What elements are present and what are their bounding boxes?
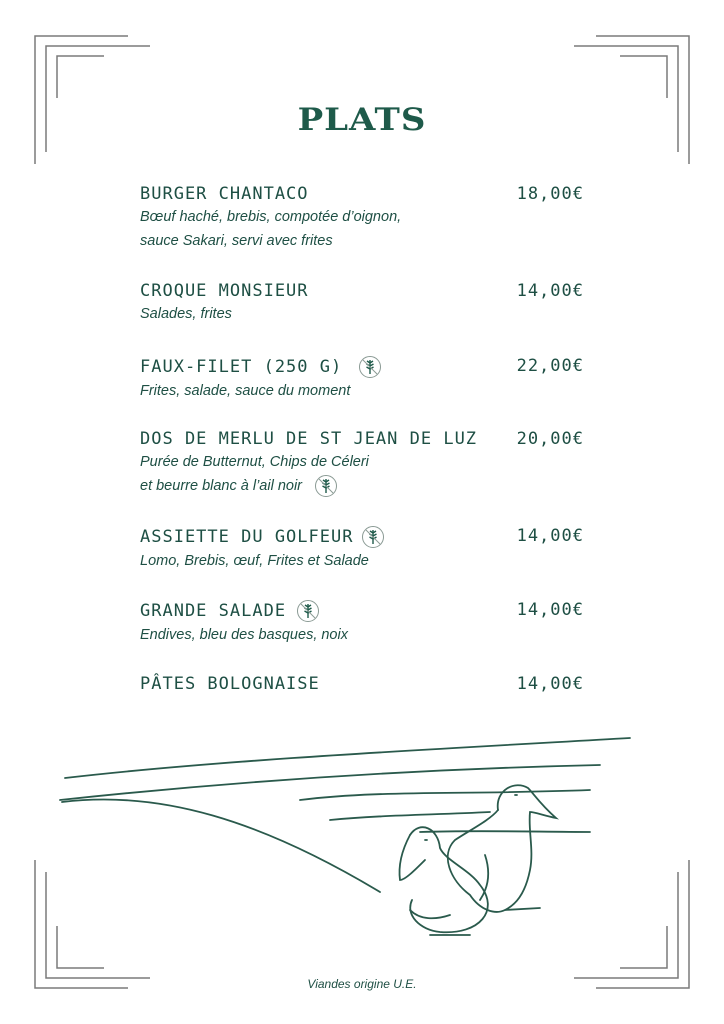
item-name: PÂTES BOLOGNAISE xyxy=(140,674,320,694)
gluten-free-icon xyxy=(314,474,338,498)
item-description: Salades, frites xyxy=(140,306,232,322)
item-description-row xyxy=(140,474,584,498)
item-name: ASSIETTE DU GOLFEUR xyxy=(140,527,354,547)
page-title: PLATS xyxy=(297,102,427,138)
item-description: Bœuf haché, brebis, compotée d’oignon, xyxy=(140,209,402,225)
menu-item xyxy=(140,183,584,253)
item-description: Frites, salade, sauce du moment xyxy=(140,383,351,399)
item-name: BURGER CHANTACO xyxy=(140,184,309,204)
duck-landscape-illustration xyxy=(0,720,724,950)
item-price: 14,00€ xyxy=(516,600,584,620)
item-description: Endives, bleu des basques, noix xyxy=(140,627,348,643)
menu-item xyxy=(140,673,584,695)
item-name: GRANDE SALADE xyxy=(140,601,287,621)
item-price: 14,00€ xyxy=(516,674,584,694)
gluten-free-icon xyxy=(358,355,382,379)
item-name: CROQUE MONSIEUR xyxy=(140,281,309,301)
footer-note: Viandes origine U.E. xyxy=(307,977,417,991)
item-name: FAUX-FILET (250 G) xyxy=(140,357,343,377)
menu-item xyxy=(140,280,584,326)
menu-item xyxy=(140,599,584,647)
item-description: et beurre blanc à l’ail noir xyxy=(140,478,303,494)
gluten-free-icon xyxy=(361,525,385,549)
item-price: 14,00€ xyxy=(516,281,584,301)
gluten-free-icon xyxy=(296,599,320,623)
item-price: 20,00€ xyxy=(516,429,584,449)
item-name: DOS DE MERLU DE ST JEAN DE LUZ xyxy=(140,429,478,449)
menu-item xyxy=(140,525,584,573)
item-description: sauce Sakari, servi avec frites xyxy=(140,233,333,249)
item-description: Purée de Butternut, Chips de Céleri xyxy=(140,454,369,470)
corner-ornament-top-right xyxy=(564,0,724,170)
menu-item xyxy=(140,355,584,403)
item-price: 18,00€ xyxy=(516,184,584,204)
menu-item xyxy=(140,428,584,498)
item-price: 22,00€ xyxy=(516,356,584,376)
corner-ornament-top-left xyxy=(0,0,160,170)
item-price: 14,00€ xyxy=(516,526,584,546)
item-description: Lomo, Brebis, œuf, Frites et Salade xyxy=(140,553,369,569)
